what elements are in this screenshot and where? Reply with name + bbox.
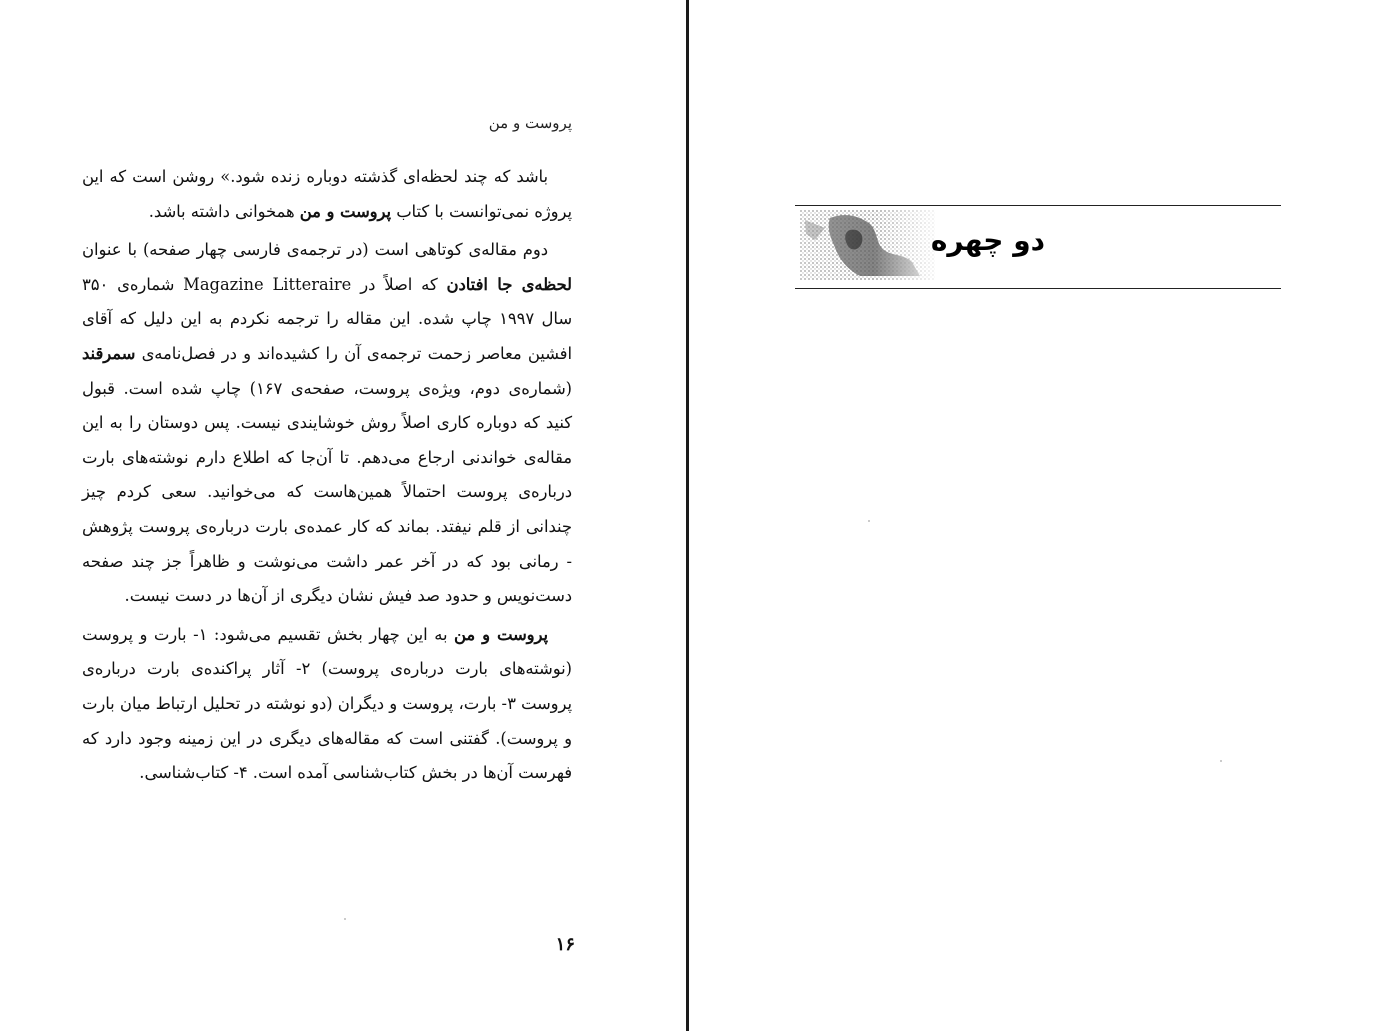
paragraph-text: (شماره‌ی دوم، ویژه‌ی پروست، صفحه‌ی ۱۶۷) چاپ شده است. قبول کنید که دوباره کاری اصلاً روش خوشایندی نیست. پس دوستان را به این مقاله‌ی خواندنی ارجاع می‌دهم. تا آن‌جا که اطلاع دارم نوشته‌های بارت درباره‌ی پروست احتمالاً همین‌هاست که می‌خوانید. سعی کردم چیز چندانی از قلم نیفتد. بماند که کار عمده‌ی بارت درباره‌ی پروست پژوهش - رمانی بود که در آخر عمر داشت می‌نوشت و ظاهراً جز چند صفحه دست‌نویس و حدود صد فیش نشان دیگری از آن‌ها در دست نیست. <box>82 378 572 606</box>
latin-title-text: Magazine Litteraire <box>183 274 352 294</box>
right-page <box>690 0 1375 1031</box>
paper-speck <box>344 918 346 920</box>
page-number: ۱۶ <box>555 934 575 955</box>
chapter-bottom-rule <box>795 288 1281 289</box>
bold-title-text: سمرقند <box>82 343 136 363</box>
body-text <box>82 160 572 791</box>
paragraph-text: که اصلاً در <box>351 274 447 294</box>
body-paragraph <box>82 618 572 791</box>
left-page <box>0 0 686 1031</box>
bold-title-text: لحظه‌ی جا افتادن <box>446 274 572 294</box>
body-paragraph <box>82 160 572 229</box>
paragraph-text: همخوانی داشته باشد. <box>148 201 300 221</box>
ornament-pattern-icon <box>800 210 935 280</box>
paper-speck <box>868 520 870 522</box>
chapter-title: دو چهره <box>930 224 1045 257</box>
paragraph-text: به این چهار بخش تقسیم می‌شود: ۱- بارت و پروست (نوشته‌های بارت درباره‌ی پروست) ۲- آثار پراکنده‌ی بارت درباره‌ی پروست ۳- بارت، پروست و دیگران (دو نوشته در تحلیل ارتباط میان بارت و پروست). گفتنی است که مقاله‌های دیگری در این زمینه وجود دارد که فهرست آن‌ها در بخش کتاب‌شناسی آمده است. ۴- کتاب‌شناسی. <box>82 624 572 783</box>
paragraph-text: دوم مقاله‌ی کوتاهی است (در ترجمه‌ی فارسی چهار صفحه) با عنوان <box>82 240 548 260</box>
running-head: پروست و من <box>488 114 572 132</box>
chapter-top-rule <box>795 205 1281 206</box>
paragraph-text: باشد که چند لحظه‌ای گذشته دوباره زنده شود.» روشن است که این پروژه نمی‌توانست با کتاب <box>82 167 572 221</box>
ornament-image <box>800 210 935 280</box>
bold-title-text: پروست و من <box>454 624 549 644</box>
body-paragraph <box>82 233 572 614</box>
book-spine-divider <box>686 0 689 1031</box>
bold-title-text: پروست و من <box>299 201 392 221</box>
paragraph-text: شماره‌ی ۳۵۰ سال ۱۹۹۷ چاپ شده. این مقاله را ترجمه نکردم به این دلیل که آقای افشین معاصر زحمت ترجمه‌ی آن را کشیده‌اند و در فصل‌نامه‌ی <box>82 274 572 363</box>
paper-speck <box>1220 760 1222 762</box>
